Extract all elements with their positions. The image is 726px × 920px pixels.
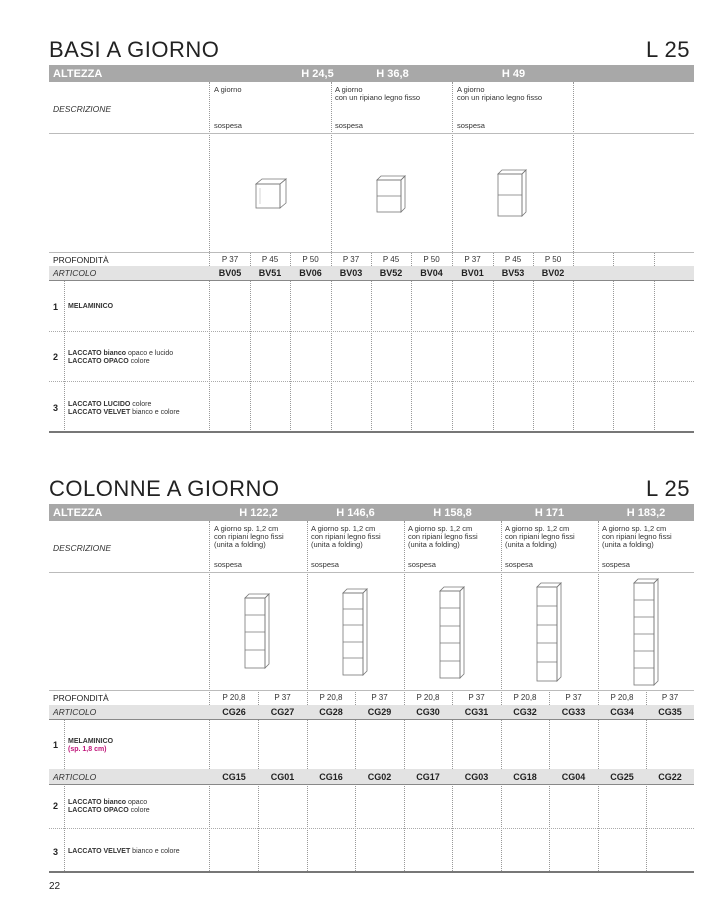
page-number: 22 bbox=[49, 881, 61, 892]
basi-depth: P 37 bbox=[221, 255, 239, 264]
basi-height-1: H 24,5 bbox=[301, 68, 334, 80]
colonne-mount-3: sospesa bbox=[408, 560, 436, 569]
colonne-depth: P 20,8 bbox=[610, 693, 634, 702]
colonne-depth: P 20,8 bbox=[513, 693, 537, 702]
colonne-code: CG29 bbox=[367, 707, 392, 717]
basi-width-label: L 25 bbox=[646, 37, 691, 62]
basi-altezza-label: ALTEZZA bbox=[53, 68, 103, 80]
colonne-desc-5: A giorno sp. 1,2 cm con ripiani legno fissi (unita a folding) bbox=[602, 524, 672, 549]
column-h146-drawing bbox=[341, 588, 371, 676]
colonne-desc-4: A giorno sp. 1,2 cm con ripiani legno fissi (unita a folding) bbox=[505, 524, 575, 549]
base-unit-h49-drawing bbox=[496, 169, 528, 217]
colonne-depth: P 20,8 bbox=[222, 693, 246, 702]
basi-depth: P 45 bbox=[261, 255, 279, 264]
basi-title: BASI A GIORNO bbox=[49, 37, 220, 62]
basi-finish-1: MELAMINICO bbox=[68, 303, 114, 310]
colonne-desc-2: A giorno sp. 1,2 cm con ripiani legno fissi (unita a folding) bbox=[311, 524, 381, 549]
colonne-code: CG33 bbox=[561, 707, 586, 717]
colonne-code: CG03 bbox=[464, 772, 489, 782]
basi-height-2: H 36,8 bbox=[376, 68, 409, 80]
basi-finish-2: LACCATO bianco opaco e lucido LACCATO OPACO colore bbox=[68, 350, 174, 365]
basi-finish-num: 2 bbox=[53, 352, 59, 362]
column-h158-drawing bbox=[438, 586, 468, 679]
colonne-finish-1: MELAMINICO (sp. 1,8 cm) bbox=[68, 738, 114, 753]
basi-code: BV02 bbox=[541, 268, 565, 278]
colonne-height-1: H 122,2 bbox=[239, 507, 278, 519]
base-unit-h36-drawing bbox=[375, 174, 407, 214]
basi-code: BV05 bbox=[218, 268, 242, 278]
basi-depth: P 45 bbox=[382, 255, 400, 264]
colonne-depth: P 37 bbox=[661, 693, 679, 702]
colonne-descrizione-label: DESCRIZIONE bbox=[53, 543, 112, 553]
colonne-finish-num: 2 bbox=[53, 801, 59, 811]
basi-profondita-label: PROFONDITÀ bbox=[53, 255, 109, 265]
basi-code: BV01 bbox=[461, 268, 484, 278]
colonne-code: CG30 bbox=[416, 707, 440, 717]
colonne-height-4: H 171 bbox=[534, 507, 565, 519]
colonne-altezza-label: ALTEZZA bbox=[53, 507, 103, 519]
colonne-code: CG25 bbox=[610, 772, 634, 782]
column-h122-drawing bbox=[243, 593, 273, 669]
colonne-code: CG31 bbox=[464, 707, 489, 717]
colonne-height-3: H 158,8 bbox=[433, 507, 472, 519]
colonne-code: CG22 bbox=[658, 772, 682, 782]
colonne-code: CG34 bbox=[610, 707, 634, 717]
basi-depth: P 50 bbox=[544, 255, 562, 264]
colonne-code: CG01 bbox=[270, 772, 295, 782]
colonne-mount-5: sospesa bbox=[602, 560, 630, 569]
basi-depth: P 37 bbox=[342, 255, 360, 264]
basi-desc-3: A giorno con un ripiano legno fisso bbox=[457, 85, 543, 102]
basi-articolo-label: ARTICOLO bbox=[53, 268, 97, 278]
basi-finish-num: 1 bbox=[53, 302, 59, 312]
colonne-code: CG17 bbox=[416, 772, 440, 782]
colonne-articolo-label-2: ARTICOLO bbox=[53, 772, 97, 782]
basi-descrizione-label: DESCRIZIONE bbox=[53, 104, 112, 114]
colonne-code: CG18 bbox=[513, 772, 537, 782]
colonne-depth: P 37 bbox=[371, 693, 388, 702]
colonne-code: CG27 bbox=[270, 707, 295, 717]
basi-mount-1: sospesa bbox=[214, 121, 242, 130]
colonne-code: CG04 bbox=[561, 772, 586, 782]
basi-code: BV53 bbox=[501, 268, 525, 278]
colonne-mount-4: sospesa bbox=[505, 560, 533, 569]
colonne-code: CG02 bbox=[367, 772, 392, 782]
colonne-mount-2: sospesa bbox=[311, 560, 339, 569]
colonne-desc-3: A giorno sp. 1,2 cm con ripiani legno fissi (unita a folding) bbox=[408, 524, 478, 549]
colonne-code: CG28 bbox=[319, 707, 343, 717]
colonne-finish-num: 1 bbox=[53, 740, 59, 750]
colonne-depth: P 37 bbox=[565, 693, 582, 702]
basi-depth: P 45 bbox=[504, 255, 522, 264]
basi-finish-num: 3 bbox=[53, 403, 59, 413]
basi-finish-3: LACCATO LUCIDO colore LACCATO VELVET bianco e colore bbox=[68, 401, 180, 416]
basi-code: BV04 bbox=[420, 268, 443, 278]
basi-height-header bbox=[49, 65, 694, 82]
basi-code: BV06 bbox=[299, 268, 322, 278]
colonne-depth: P 20,8 bbox=[416, 693, 440, 702]
basi-desc-2: A giorno con un ripiano legno fisso bbox=[335, 85, 421, 102]
basi-desc-1: A giorno bbox=[214, 85, 242, 94]
colonne-code: CG32 bbox=[513, 707, 537, 717]
column-h183-drawing bbox=[632, 578, 662, 686]
colonne-code: CG15 bbox=[222, 772, 246, 782]
colonne-width-label: L 25 bbox=[646, 476, 691, 501]
basi-code: BV51 bbox=[258, 268, 282, 278]
colonne-finish-3: LACCATO VELVET bianco e colore bbox=[68, 848, 180, 855]
basi-mount-3: sospesa bbox=[457, 121, 485, 130]
colonne-height-header bbox=[49, 504, 694, 521]
colonne-code: CG16 bbox=[319, 772, 343, 782]
colonne-title: COLONNE A GIORNO bbox=[49, 476, 280, 501]
colonne-articolo-label-1: ARTICOLO bbox=[53, 707, 97, 717]
basi-mount-2: sospesa bbox=[335, 121, 363, 130]
basi-code: BV03 bbox=[339, 268, 363, 278]
colonne-finish-num: 3 bbox=[53, 847, 59, 857]
basi-height-3: H 49 bbox=[501, 68, 526, 80]
basi-depth: P 50 bbox=[302, 255, 319, 264]
column-h171-drawing bbox=[535, 582, 565, 682]
basi-depth: P 37 bbox=[464, 255, 481, 264]
colonne-profondita-label: PROFONDITÀ bbox=[53, 693, 109, 703]
colonne-depth: P 20,8 bbox=[319, 693, 343, 702]
basi-depth: P 50 bbox=[423, 255, 440, 264]
colonne-height-2: H 146,6 bbox=[336, 507, 375, 519]
colonne-code: CG26 bbox=[222, 707, 246, 717]
colonne-depth: P 37 bbox=[274, 693, 291, 702]
colonne-depth: P 37 bbox=[468, 693, 485, 702]
base-unit-h24-drawing bbox=[254, 176, 290, 212]
colonne-code: CG35 bbox=[658, 707, 682, 717]
colonne-desc-1: A giorno sp. 1,2 cm con ripiani legno fissi (unita a folding) bbox=[214, 524, 284, 549]
colonne-finish-2: LACCATO bianco opaco LACCATO OPACO colore bbox=[68, 799, 150, 814]
colonne-mount-1: sospesa bbox=[214, 560, 242, 569]
colonne-height-5: H 183,2 bbox=[626, 507, 666, 519]
basi-code: BV52 bbox=[379, 268, 403, 278]
